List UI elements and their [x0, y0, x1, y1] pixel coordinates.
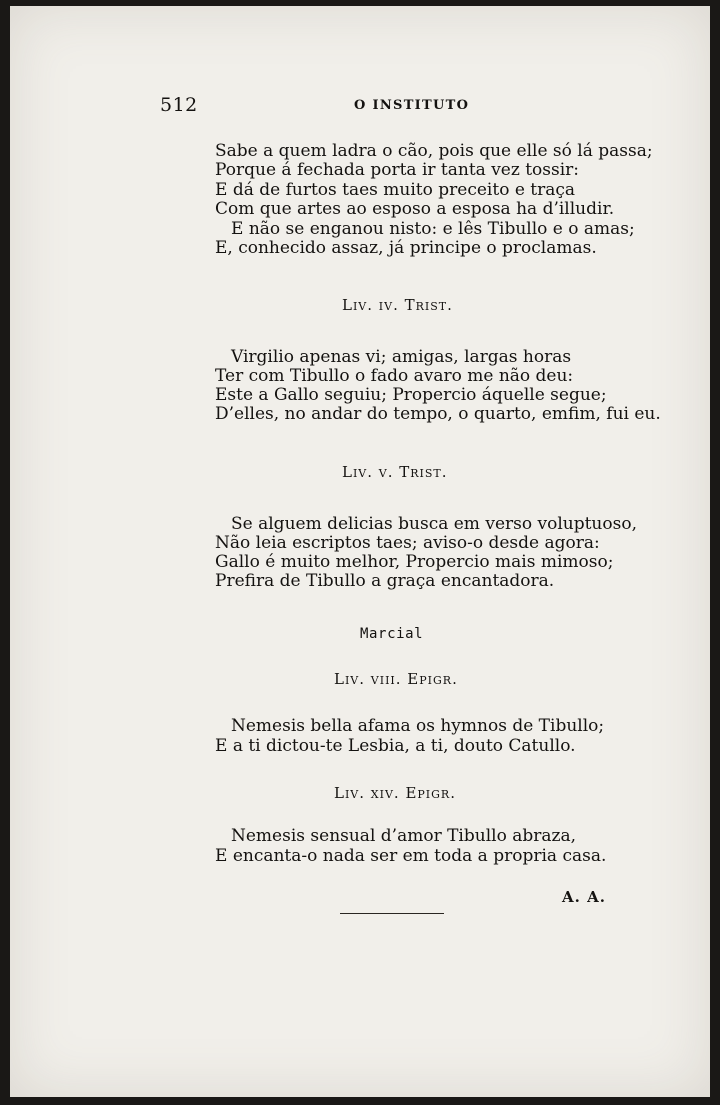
- poem-line: Com que artes ao esposo a esposa ha d’illudir.: [215, 199, 615, 219]
- running-title: O INSTITUTO: [354, 98, 470, 113]
- poem-line: E a ti dictou-te Lesbia, a ti, douto Catullo.: [215, 736, 576, 756]
- poem-line: Virgilio apenas vi; amigas, largas horas: [231, 347, 572, 367]
- section-heading: Liv. iv. Trist.: [342, 296, 453, 314]
- section-heading: Liv. v. Trist.: [342, 463, 448, 481]
- page-number: 512: [160, 94, 198, 116]
- poem-line: Nemesis bella afama os hymnos de Tibullo;: [231, 716, 605, 736]
- end-rule: [340, 913, 444, 914]
- poem-line: Este a Gallo seguiu; Propercio áquelle segue;: [215, 385, 607, 405]
- poem-line: E não se enganou nisto: e lês Tibullo e o amas;: [231, 219, 635, 239]
- poem-line: Se alguem delicias busca em verso voluptuoso,: [231, 514, 637, 534]
- poem-line: Gallo é muito melhor, Propercio mais mimoso;: [215, 552, 614, 572]
- poem-line: E encanta-o nada ser em toda a propria casa.: [215, 846, 607, 866]
- poem-line: Prefira de Tibullo a graça encantadora.: [215, 571, 555, 591]
- poem-line: Nemesis sensual d’amor Tibullo abraza,: [231, 826, 576, 846]
- poem-line: E, conhecido assaz, já principe o proclamas.: [215, 238, 597, 258]
- section-heading: Liv. viii. Epigr.: [334, 670, 458, 688]
- author-subheading: Marcial: [360, 626, 424, 642]
- author-signature: A. A.: [562, 888, 606, 906]
- poem-line: Sabe a quem ladra o cão, pois que elle só lá passa;: [215, 141, 653, 161]
- book-page: [10, 6, 710, 1097]
- section-heading: Liv. xiv. Epigr.: [334, 784, 456, 802]
- poem-line: D’elles, no andar do tempo, o quarto, emfim, fui eu.: [215, 404, 661, 424]
- poem-line: E dá de furtos taes muito preceito e traça: [215, 180, 576, 200]
- poem-line: Não leia escriptos taes; aviso-o desde agora:: [215, 533, 600, 553]
- poem-line: Ter com Tibullo o fado avaro me não deu:: [215, 366, 574, 386]
- poem-line: Porque á fechada porta ir tanta vez tossir:: [215, 160, 580, 180]
